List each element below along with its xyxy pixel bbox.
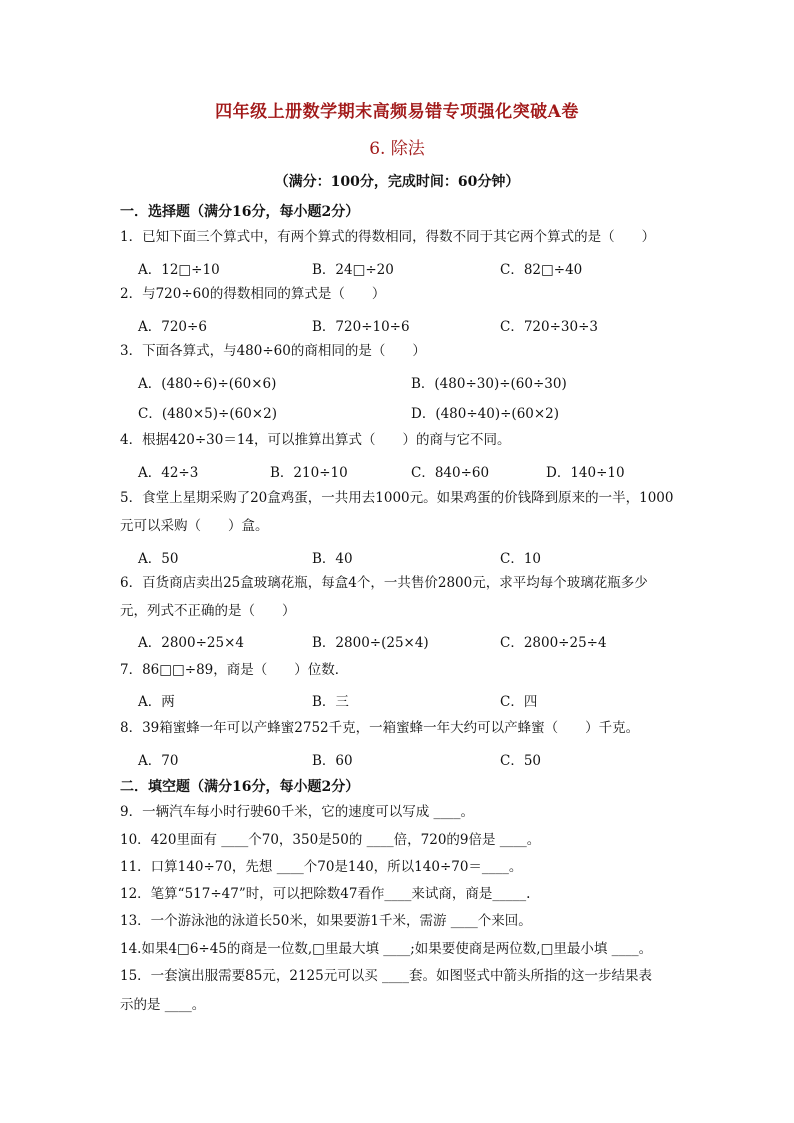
question-6-line2: 元，列式不正确的是（ ） [120, 603, 296, 619]
option-b: B．三 [312, 694, 349, 710]
option-a: A．两 [138, 694, 175, 710]
question-4: 4．根据420÷30＝14，可以推算出算式（ ）的商与它不同。 [120, 432, 511, 448]
question-3-options-row1 [138, 372, 698, 392]
option-b: B．210÷10 [270, 465, 348, 481]
option-d: D．(480÷40)÷(60×2) [411, 406, 560, 422]
section-heading-fill: 二．填空题（满分16分，每小题2分） [120, 779, 360, 795]
option-b: B．2800÷(25×4) [312, 635, 429, 651]
question-11: 11．口算140÷70，先想 ____个70是140，所以140÷70＝____。 [120, 859, 523, 875]
question-6-line1: 6．百货商店卖出25盒玻璃花瓶，每盒4个，一共售价2800元，求平均每个玻璃花瓶多少 [120, 575, 648, 591]
question-12: 12．笔算“517÷47”时，可以把除数47看作____来试商，商是_____. [120, 886, 531, 902]
question-4-options [138, 461, 698, 481]
score-info: （满分：100分，完成时间：60分钟） [274, 174, 520, 190]
question-9: 9．一辆汽车每小时行驶60千米，它的速度可以写成 ____。 [120, 804, 475, 820]
option-c: C．四 [500, 694, 538, 710]
question-6-options [138, 631, 698, 651]
question-1: 1．已知下面三个算式中，有两个算式的得数相同，得数不同于其它两个算式的是（ ） [120, 229, 656, 245]
question-8-options [138, 749, 698, 769]
option-b: B．(480÷30)÷(60÷30) [411, 376, 567, 392]
option-c: C．840÷60 [411, 465, 490, 481]
option-b: B．60 [312, 753, 353, 769]
option-b: B．24□÷20 [312, 262, 394, 278]
option-c: C．720÷30÷3 [500, 319, 598, 335]
question-5-options [138, 547, 698, 567]
option-a: A．70 [138, 753, 179, 769]
question-5-line1: 5．食堂上星期采购了20盒鸡蛋，一共用去1000元。如果鸡蛋的价钱降到原来的一半，1000 [120, 490, 674, 506]
document-subtitle: 6. 除法 [369, 139, 425, 159]
option-a: A．2800÷25×4 [138, 635, 244, 651]
question-10: 10．420里面有 ____个70，350是50的 ____倍，720的9倍是 ____。 [120, 832, 541, 848]
option-d: D．140÷10 [546, 465, 625, 481]
option-a: A．720÷6 [138, 319, 207, 335]
question-3: 3．下面各算式，与480÷60的商相同的是（ ） [120, 343, 426, 359]
option-a: A．12□÷10 [138, 262, 220, 278]
option-b: B．720÷10÷6 [312, 319, 410, 335]
question-15-line1: 15．一套演出服需要85元，2125元可以买 ____套。如图竖式中箭头所指的这一步结果表 [120, 968, 653, 984]
option-c: C．50 [500, 753, 542, 769]
question-14: 14.如果4□6÷45的商是一位数,□里最大填 ____;如果要使商是两位数,□里最小填 ____。 [120, 941, 653, 957]
question-5-line2: 元可以采购（ ）盒。 [120, 518, 269, 534]
question-8: 8．39箱蜜蜂一年可以产蜂蜜2752千克，一箱蜜蜂一年大约可以产蜂蜜（ ）千克。 [120, 720, 640, 736]
option-a: A．42÷3 [138, 465, 199, 481]
option-c: C．(480×5)÷(60×2) [138, 406, 277, 422]
option-c: C．10 [500, 551, 542, 567]
question-7: 7．86□□÷89，商是（ ）位数． [120, 662, 349, 678]
document-title: 四年级上册数学期末高频易错专项强化突破A卷 [215, 102, 579, 122]
question-2-options [138, 315, 698, 335]
option-a: A．(480÷6)÷(60×6) [138, 376, 277, 392]
question-3-options-row2 [138, 402, 698, 422]
option-c: C．2800÷25÷4 [500, 635, 607, 651]
option-b: B．40 [312, 551, 353, 567]
question-2: 2．与720÷60的得数相同的算式是（ ） [120, 286, 386, 302]
question-7-options [138, 690, 698, 710]
question-1-options [138, 258, 698, 278]
question-13: 13．一个游泳池的泳道长50米，如果要游1千米，需游 ____个来回。 [120, 913, 532, 929]
option-a: A．50 [138, 551, 179, 567]
question-15-line2: 示的是 ____。 [120, 997, 206, 1013]
section-heading-choice: 一．选择题（满分16分，每小题2分） [120, 204, 360, 220]
option-c: C．82□÷40 [500, 262, 583, 278]
